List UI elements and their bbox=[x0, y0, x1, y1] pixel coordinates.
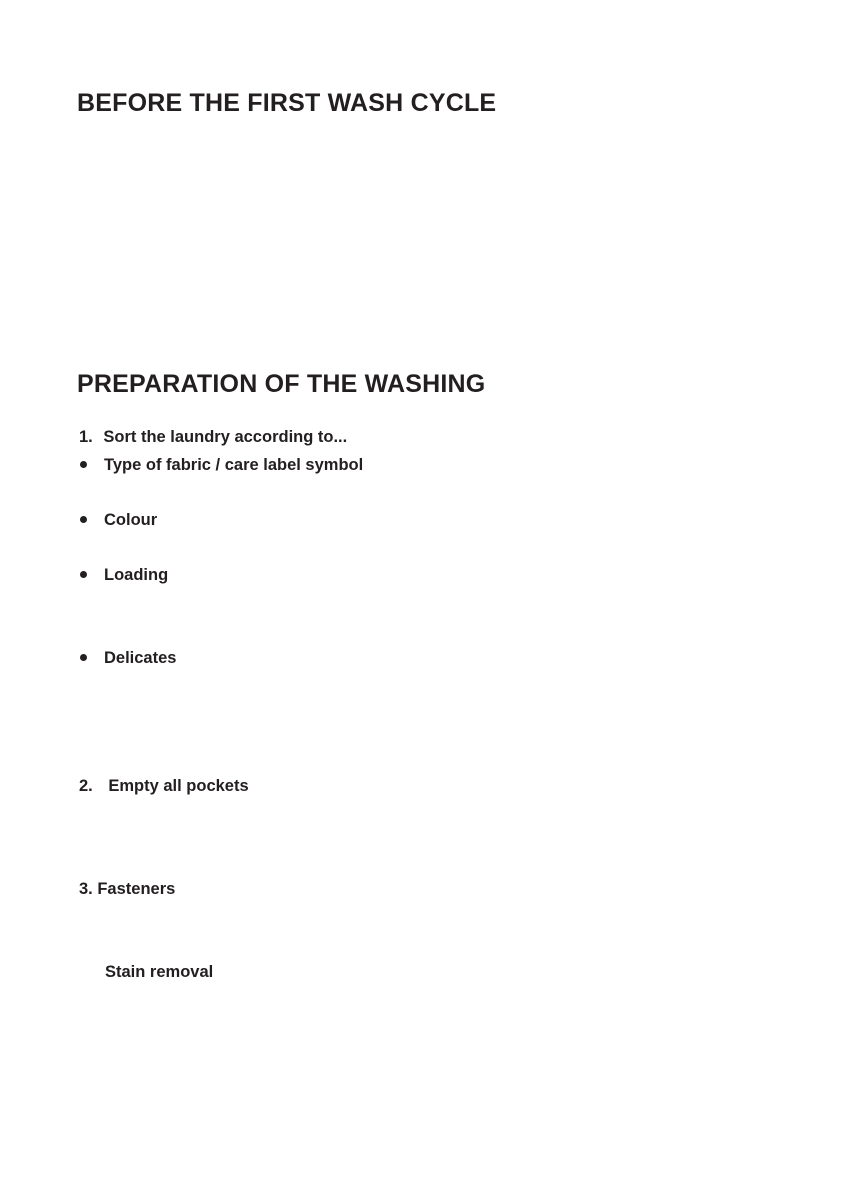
step-2-number: 2. bbox=[79, 777, 93, 795]
bullet-icon bbox=[80, 654, 87, 661]
step-1 bbox=[79, 427, 347, 447]
bullet-item-loading: Loading bbox=[104, 566, 169, 584]
bullet-icon bbox=[80, 516, 87, 523]
bullet-icon bbox=[80, 461, 87, 468]
bullet-item-delicates: Delicates bbox=[104, 649, 177, 667]
bullet-item-colour: Colour bbox=[104, 511, 158, 529]
step-3: 3. Fasteners bbox=[79, 880, 176, 898]
step-2 bbox=[79, 776, 249, 796]
step-1-number: 1. bbox=[79, 428, 93, 446]
bullet-icon bbox=[80, 571, 87, 578]
step-2-label: Empty all pockets bbox=[108, 777, 249, 795]
bullet-item-fabric: Type of fabric / care label symbol bbox=[104, 456, 364, 474]
step-1-label: Sort the laundry according to... bbox=[103, 428, 348, 446]
section-title-preparation: PREPARATION OF THE WASHING bbox=[77, 370, 486, 398]
stain-removal-heading: Stain removal bbox=[105, 963, 214, 981]
section-title-first-wash: BEFORE THE FIRST WASH CYCLE bbox=[77, 89, 497, 117]
